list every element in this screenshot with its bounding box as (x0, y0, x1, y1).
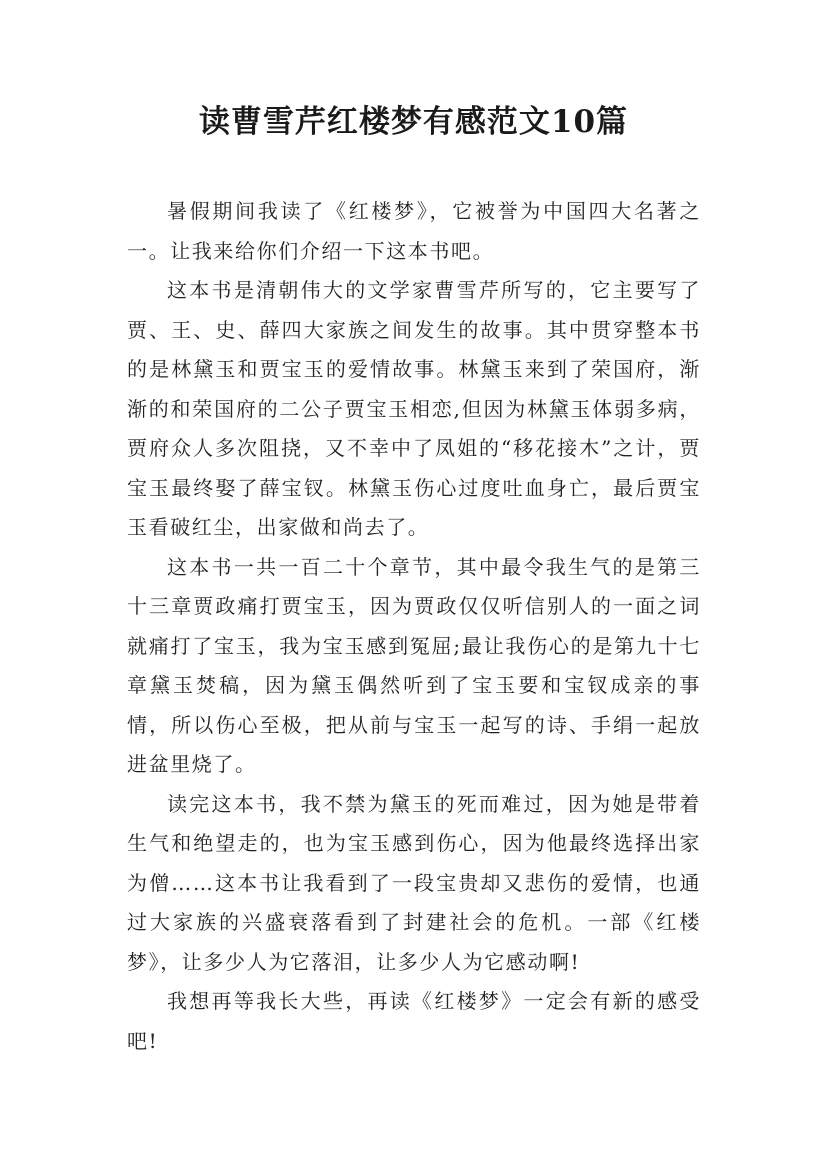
paragraph-2: 这本书是清朝伟大的文学家曹雪芹所写的，它主要写了贾、王、史、薛四大家族之间发生的故事。其中贯穿整本书的是林黛玉和贾宝玉的爱情故事。林黛玉来到了荣国府，渐渐的和荣国府的二公子贾宝玉相恋,但因为林黛玉体弱多病，贾府众人多次阻挠，又不幸中了凤姐的“移花接木”之计，贾宝玉最终娶了薛宝钗。林黛玉伤心过度吐血身亡，最后贾宝玉看破红尘，出家做和尚去了。 (127, 278, 701, 539)
document-title: 读曹雪芹红楼梦有感范文10篇 (198, 104, 629, 140)
paragraph-5: 我想再等我长大些，再读《红楼梦》一定会有新的感受吧! (127, 989, 701, 1053)
paragraph-3: 这本书一共一百二十个章节，其中最令我生气的是第三十三章贾政痛打贾宝玉，因为贾政仅仅听信别人的一面之词就痛打了宝玉，我为宝玉感到冤屈;最让我伤心的是第九十七章黛玉焚稿，因为黛玉偶然听到了宝玉要和宝钗成亲的事情，所以伤心至极，把从前与宝玉一起写的诗、手绢一起放进盆里烧了。 (127, 554, 701, 776)
paragraph-1: 暑假期间我读了《红楼梦》，它被誉为中国四大名著之一。让我来给你们介绍一下这本书吧。 (127, 199, 701, 263)
paragraph-4: 读完这本书，我不禁为黛玉的死而难过，因为她是带着生气和绝望走的，也为宝玉感到伤心，因为他最终选择出家为僧……这本书让我看到了一段宝贵却又悲伤的爱情，也通过大家族的兴盛衰落看到了封建社会的危机。一部《红楼梦》，让多少人为它落泪，让多少人为它感动啊! (127, 791, 701, 974)
document-body (127, 192, 701, 1061)
